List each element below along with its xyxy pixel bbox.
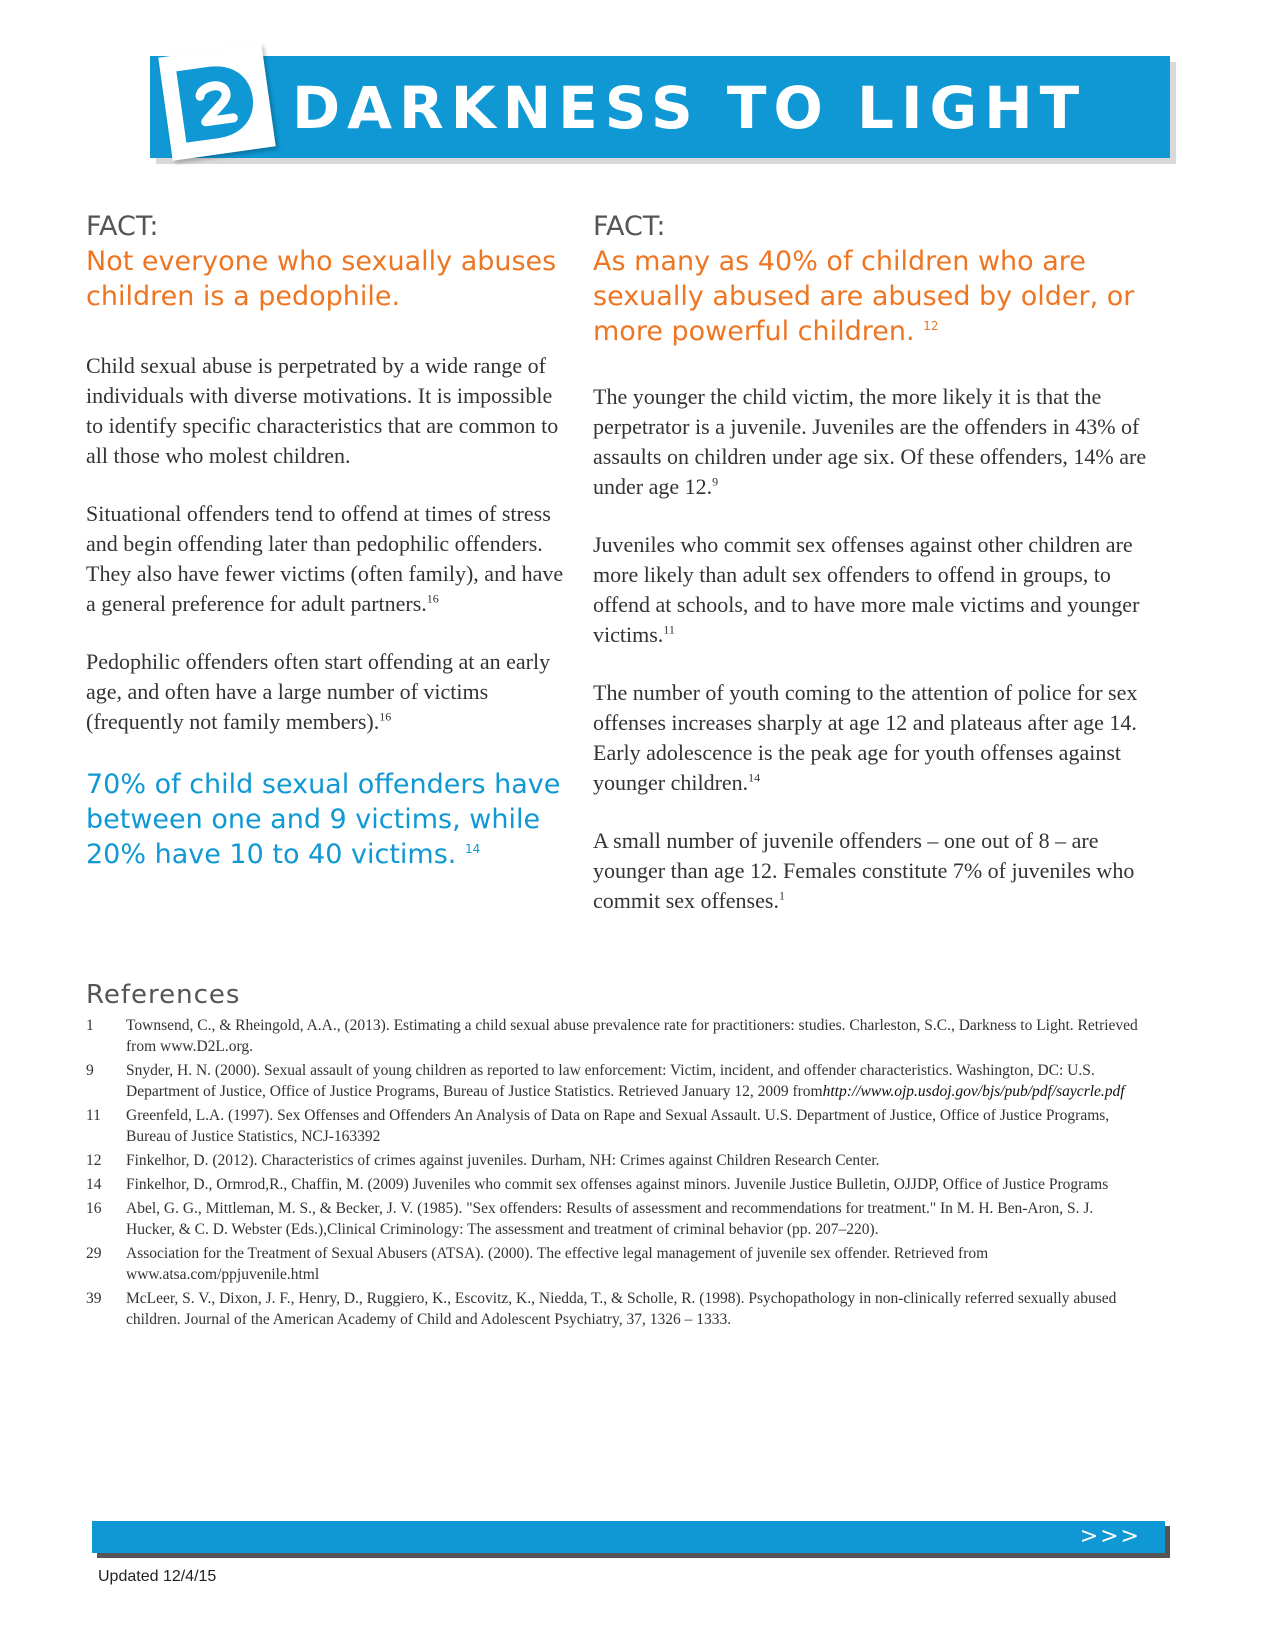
reference-text: Townsend, C., & Rheingold, A.A., (2013). Estimating a child sexual abuse prevalence rate for practitioners: studies. Charleston, S.C., Darkness to Light. Retrieved from www.D2L.org.	[126, 1017, 1138, 1055]
paragraph-text: Juveniles who commit sex offenses against other children are more likely than adult sex offenders to offend in groups, to offend at schools, and to have more male victims and younger victims.	[593, 532, 1140, 647]
reference-text: Greenfeld, L.A. (1997). Sex Offenses and Offenders An Analysis of Data on Rape and Sexual Assault. U.S. Department of Justice, Office of Justice Programs, Bureau of Justice Statistics, NCJ-163392	[126, 1107, 1110, 1145]
reference-number: 1	[86, 1017, 94, 1034]
reference-item	[86, 1060, 1146, 1102]
reference-item	[86, 1288, 1146, 1330]
d2l-logo	[158, 43, 275, 160]
paragraph-text: A small number of juvenile offenders – one out of 8 – are younger than age 12. Females constitute 7% of juveniles who commit sex offenses.	[593, 828, 1135, 913]
citation: 16	[426, 591, 439, 606]
highlight-fact	[86, 767, 566, 872]
reference-item	[86, 1015, 1146, 1057]
paragraph-text: Situational offenders tend to offend at times of stress and begin offending later than pedophilic offenders. They also have fewer victims (often family), and have a general preference for adult partners.	[86, 501, 564, 616]
reference-number: 29	[86, 1245, 102, 1262]
reference-number: 12	[86, 1152, 102, 1169]
reference-item	[86, 1198, 1146, 1240]
reference-text: Snyder, H. N. (2000). Sexual assault of young children as reported to law enforcement: Victim, incident, and offender characteristics. Washington, DC: U.S. Department of Justice, Office of Justice Programs, Bureau of Justice Statistics. Retrieved January 12, 2009 from	[126, 1062, 1095, 1100]
reference-number: 11	[86, 1107, 101, 1124]
paragraph	[593, 678, 1148, 798]
footer-bar	[92, 1521, 1165, 1553]
reference-number: 9	[86, 1062, 94, 1079]
paragraph-text: The number of youth coming to the attention of police for sex offenses increases sharply at age 12 and plateaus after age 14. Early adolescence is the peak age for youth offenses against younger children.	[593, 680, 1138, 795]
reference-number: 39	[86, 1290, 102, 1307]
highlight-text: 70% of child sexual offenders have between one and 9 victims, while 20% have 10 to 40 victims.	[86, 769, 561, 870]
citation: 16	[379, 709, 392, 724]
citation: 12	[923, 319, 939, 333]
reference-item	[86, 1174, 1146, 1195]
citation: 1	[778, 888, 785, 903]
paragraph	[593, 530, 1148, 650]
reference-text: Association for the Treatment of Sexual Abusers (ATSA). (2000). The effective legal management of juvenile sex offender. Retrieved from www.atsa.com/ppjuvenile.html	[126, 1245, 989, 1283]
right-column	[593, 210, 1148, 916]
citation: 14	[748, 770, 761, 785]
paragraph	[593, 826, 1148, 916]
reference-text: Finkelhor, D., Ormrod,R., Chaffin, M. (2009) Juveniles who commit sex offenses against minors. Juvenile Justice Bulletin, OJJDP, Office of Justice Programs	[126, 1176, 1109, 1193]
paragraph-text: Child sexual abuse is perpetrated by a wide range of individuals with diverse motivations. It is impossible to identify specific characteristics that are common to all those who molest children.	[86, 353, 559, 468]
reference-item	[86, 1105, 1146, 1147]
reference-text: McLeer, S. V., Dixon, J. F., Henry, D., Ruggiero, K., Escovitz, K., Niedda, T., & Scholle, R. (1998). Psychopathology in non-clinically referred sexually abused children. Journal of the American Academy of Child and Adolescent Psychiatry, 37, 1326 – 1333.	[126, 1290, 1117, 1328]
reference-text-container	[126, 1060, 1146, 1102]
citation: 14	[464, 842, 481, 856]
reference-item	[86, 1243, 1146, 1285]
reference-text: Abel, G. G., Mittleman, M. S., & Becker, J. V. (1985). "Sex offenders: Results of assessment and recommendations for treatment." In M. H. Ben-Aron, S. J. Hucker, & C. D. Webster (Eds.),Clinical Criminology: The assessment and treatment of criminal behavior (pp. 207–220).	[126, 1200, 1094, 1238]
citation: 9	[712, 474, 719, 489]
paragraph	[86, 499, 566, 619]
fact-label: FACT:	[593, 211, 666, 242]
paragraph-text: Pedophilic offenders often start offending at an early age, and often have a large number of victims (frequently not family members).	[86, 649, 551, 734]
fact-heading: Not everyone who sexually abuses children is a pedophile.	[86, 246, 557, 312]
paragraph	[593, 382, 1148, 502]
citation: 11	[663, 622, 675, 637]
updated-date: Updated 12/4/15	[98, 1568, 217, 1585]
fact-heading-text: As many as 40% of children who are sexually abused are abused by older, or more powerful children.	[593, 246, 1135, 347]
left-column	[86, 210, 566, 872]
paragraph	[86, 351, 566, 471]
next-page-arrows[interactable]: >>>	[1079, 1524, 1141, 1549]
fact-label: FACT:	[86, 211, 159, 242]
d2l-logo-icon	[170, 55, 265, 150]
references-title: References	[86, 980, 241, 1010]
references-list	[86, 1015, 1146, 1333]
reference-text: Finkelhor, D. (2012). Characteristics of crimes against juveniles. Durham, NH: Crimes against Children Research Center.	[126, 1152, 880, 1169]
paragraph-text: The younger the child victim, the more likely it is that the perpetrator is a juvenile. Juveniles are the offenders in 43% of assaults on children under age six. Of these offenders, 14% are under age 12.	[593, 384, 1147, 499]
page-title: DARKNESS TO LIGHT	[292, 74, 1087, 142]
fact-heading	[593, 244, 1148, 349]
reference-number: 16	[86, 1200, 102, 1217]
reference-item	[86, 1150, 1146, 1171]
paragraph	[86, 647, 566, 737]
reference-number: 14	[86, 1176, 102, 1193]
reference-link[interactable]: http://www.ojp.usdoj.gov/bjs/pub/pdf/saycrle.pdf	[822, 1083, 1125, 1100]
